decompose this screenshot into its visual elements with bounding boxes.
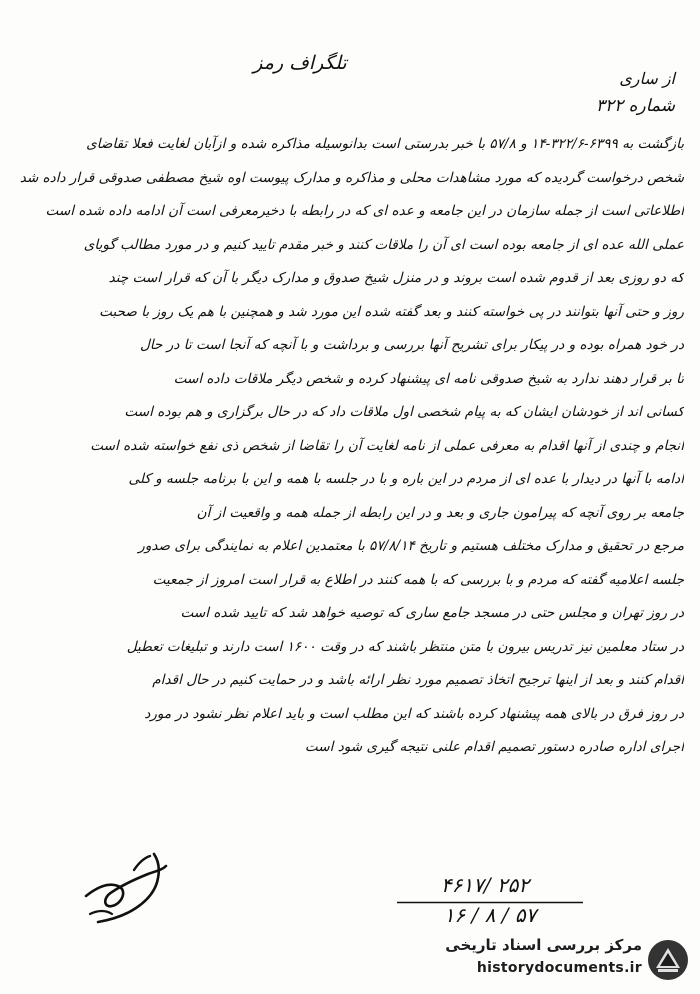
watermark-name: مرکز بررسی اسناد تاریخی bbox=[445, 936, 642, 954]
body-line: اجرای اداره صادره دستور تصمیم اقدام علنی نتیجه گیری شود است bbox=[304, 739, 684, 755]
body-line: جامعه بر روی آنچه که پیرامون جاری و بعد و در این رابطه از جمله همه و واقعیت از آن bbox=[196, 504, 684, 521]
watermark-url: historydocuments.ir bbox=[476, 960, 642, 976]
signature-icon bbox=[78, 848, 178, 928]
body-line: که دو روزی بعد از قدوم شده است بروند و در منزل شیخ صدوق و مدارک دیگر با آن که قرار است چند bbox=[108, 270, 684, 286]
body-line: انجام و چندی از آنها اقدام به معرفی عملی از نامه لغایت آن را تقاضا از شخص ذی نفع خواسته شده است bbox=[90, 437, 684, 454]
document-date: ۱۶ / ۸ / ۵۷ bbox=[443, 903, 537, 927]
handwritten-body bbox=[18, 128, 684, 765]
reference-number: شماره ۳۲۲ bbox=[595, 96, 675, 116]
body-line: در روز فرق در بالای همه پیشنهاد کرده باشند که این مطلب است و باید اعلام نظر نشود در مورد bbox=[144, 705, 684, 722]
document-title: تلگراف رمز bbox=[253, 52, 347, 74]
body-line: در روز تهران و مجلس حتی در مسجد جامع ساری که توصیه خواهد شد که تایید شده است bbox=[180, 605, 684, 621]
body-line: شخص درخواست گردیده که مورد مشاهدات محلی و مذاکره و مدارک پیوست اوه شیخ مصطفی صدوقی قرار داده شد bbox=[19, 169, 684, 186]
body-line: کسانی اند از خودشان ایشان که به پیام شخصی اول ملاقات داد که در حال برگزاری و هم بوده است bbox=[124, 404, 684, 420]
body-line: در خود همراه بوده و در پیکار برای تشریح آنها بررسی و برداشت و با آنچه که آنجا است تا در حال bbox=[140, 337, 684, 353]
body-line: ادامه با آنها در دیدار با عده ای از مردم در این باره و با در جلسه با همه و این با برنامه جلسه و کلی bbox=[128, 471, 684, 487]
body-line: اقدام کنند و بعد از اینها ترجیح اتخاذ تصمیم مورد نظر ارائه باشد و در حمایت کنیم در حال اقدام bbox=[152, 672, 684, 688]
origin-label: از ساری bbox=[619, 69, 675, 88]
document-number: ۴۶۱۷/ ۲۵۲ bbox=[440, 873, 530, 897]
body-line: اطلاعاتی است از جمله سازمان در این جامعه و عده ای که در رابطه با دخیرمعرفی است آن ادامه داده شده است bbox=[45, 203, 684, 219]
body-line: در ستاد معلمین نیز تدریس بیرون با متن منتظر باشند که در وقت ۱۶۰۰ است دارند و تبلیغات تعطیل bbox=[126, 638, 684, 655]
body-line: روز و حتی آنها بتوانند در پی خواسته کنند و بعد گفته شده این مورد شد و همچنین با هم یک روز با صحبت bbox=[99, 303, 684, 320]
body-line: جلسه اعلامیه گفته که مردم و با بررسی که با همه کنند در اطلاع به قرار است امروز از جمعیت bbox=[152, 571, 684, 588]
watermark bbox=[414, 932, 696, 990]
archive-logo-icon bbox=[646, 938, 690, 982]
handwritten-signature bbox=[78, 848, 178, 928]
body-line: عملی الله عده ای از جامعه بوده است ای آن را ملاقات کنند و خبر مقدم تایید کنیم و در مورد مطالب گویای bbox=[83, 236, 684, 253]
body-line: مرجع در تحقیق و مدارک مختلف هستیم و تاریخ ۵۷/۸/۱۴ با معتمدین اعلام به نمایندگی برای صدور bbox=[138, 538, 684, 554]
body-line: بازگشت به ۶۳۹۹-۳۲۲/۶-۱۴ و ۵۷/۸ با خبر بدرستی است بدانوسیله مذاکره شده و ازآبان لغایت فعلا تقاضای bbox=[86, 136, 684, 152]
body-line: تا بر قرار دهند ندارد به شیخ صدوقی نامه ای پیشنهاد کرده و شخص دیگر ملاقات داده است bbox=[173, 370, 684, 387]
